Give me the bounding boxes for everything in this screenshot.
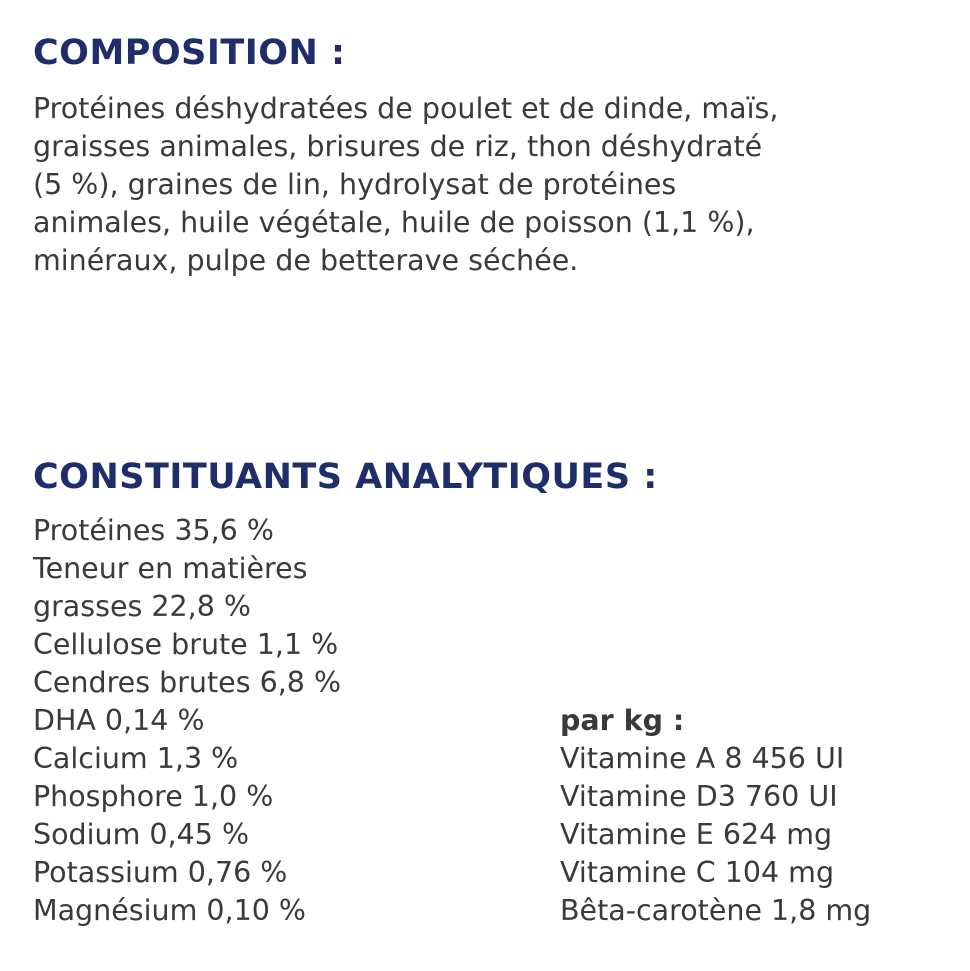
vitamin-item: Vitamine E 624 mg [560,818,833,851]
vitamin-item: Vitamine A 8 456 UI [560,742,845,775]
constituent-item: Potassium 0,76 % [33,856,288,889]
analytical-constituents-heading: CONSTITUANTS ANALYTIQUES : [33,457,658,497]
vitamin-item: Vitamine D3 760 UI [560,780,838,813]
constituent-item: Protéines 35,6 % [33,514,274,547]
composition-text [33,90,943,280]
composition-line: graisses animales, brisures de riz, thon déshydraté [33,130,763,163]
composition-line: (5 %), graines de lin, hydrolysat de protéines [33,168,677,201]
constituent-item: Teneur en matières [33,552,308,585]
constituent-item: Sodium 0,45 % [33,818,250,851]
constituent-item: Cellulose brute 1,1 % [33,628,339,661]
constituent-item: Magnésium 0,10 % [33,894,306,927]
composition-heading: COMPOSITION : [33,33,346,73]
constituent-item: DHA 0,14 % [33,704,205,737]
constituent-item: grasses 22,8 % [33,590,252,623]
per-kg-list [560,702,871,930]
constituent-item: Calcium 1,3 % [33,742,239,775]
constituent-item: Phosphore 1,0 % [33,780,274,813]
composition-line: minéraux, pulpe de betterave séchée. [33,244,579,277]
composition-line: animales, huile végétale, huile de poisson (1,1 %), [33,206,755,239]
per-kg-heading: par kg : [560,704,685,737]
composition-line: Protéines déshydratées de poulet et de dinde, maïs, [33,92,779,125]
vitamin-item: Bêta-carotène 1,8 mg [560,894,872,927]
vitamin-item: Vitamine C 104 mg [560,856,835,889]
constituent-item: Cendres brutes 6,8 % [33,666,342,699]
analytical-constituents-list [33,512,341,930]
